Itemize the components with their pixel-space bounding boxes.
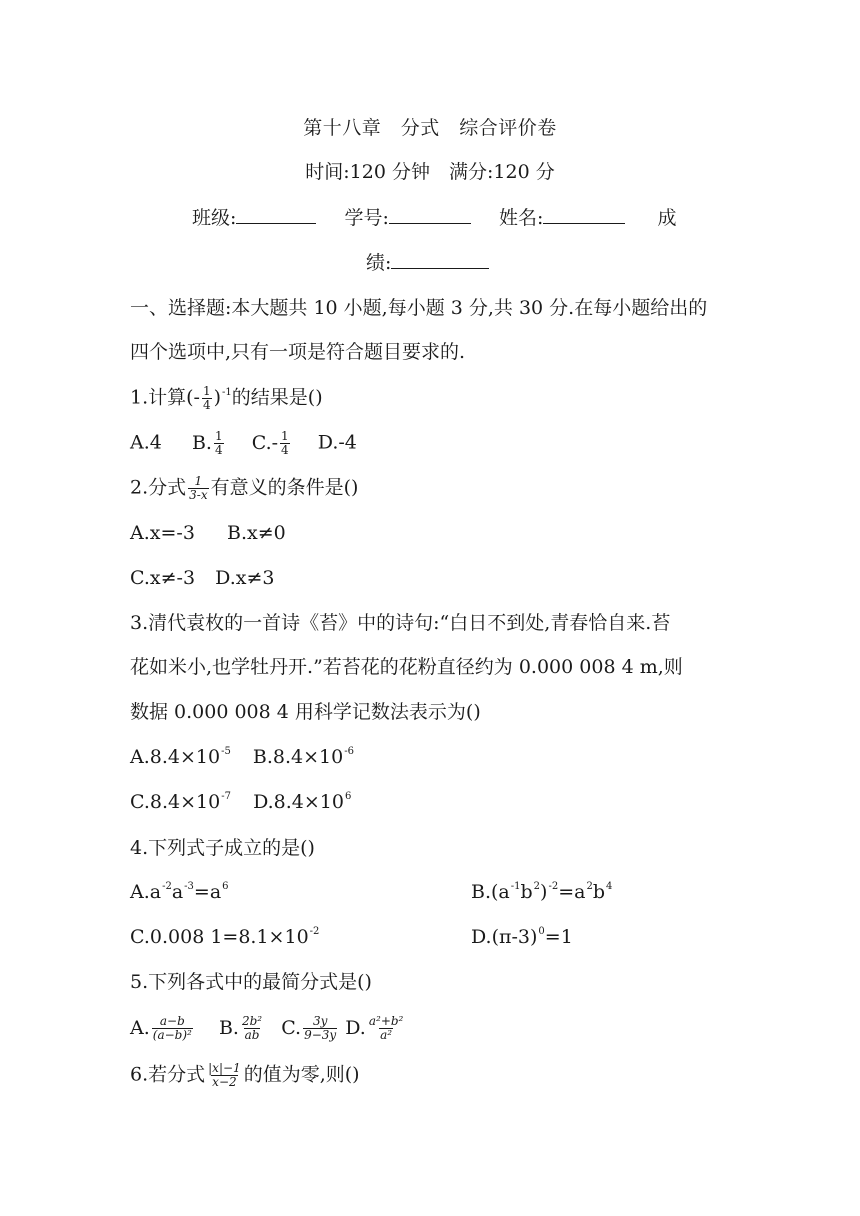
q4-a-part2: a — [171, 881, 184, 903]
page-title: 第十八章 分式 综合评价卷 — [303, 117, 557, 139]
name-blank[interactable] — [543, 205, 625, 224]
id-blank[interactable] — [389, 205, 471, 224]
q4-a-exp2: -3 — [184, 881, 194, 892]
q3-option-a-exp: -5 — [221, 746, 231, 757]
q3-option-a-base: A.8.4×10 — [130, 746, 221, 768]
q1-option-c[interactable] — [251, 429, 292, 457]
q4-b-exp2: 2 — [533, 881, 541, 892]
question-5-options — [130, 1015, 406, 1042]
q4-a-part1: A.a — [130, 881, 162, 903]
q5-d-den: a² — [380, 1028, 393, 1042]
q2-option-d[interactable]: D.x≠3 — [215, 567, 275, 589]
question-1 — [130, 385, 323, 414]
q4-d-exp1: 0 — [538, 926, 545, 937]
q5-a-fraction — [152, 1015, 193, 1042]
class-blank[interactable] — [236, 205, 316, 224]
q5-option-a[interactable] — [130, 1014, 195, 1042]
section-intro-line2: 四个选项中,只有一项是符合题目要求的. — [130, 341, 466, 363]
question-2-options-row1 — [130, 521, 286, 545]
q4-c-exp1: -2 — [309, 926, 320, 937]
question-2-options-row2 — [130, 566, 274, 590]
q4-b-part2: b — [520, 881, 533, 903]
name-label: 姓名: — [499, 207, 544, 229]
q1-prefix: 1.计算( — [130, 386, 194, 409]
q1-option-b-fraction — [214, 430, 224, 457]
q5-option-d[interactable] — [345, 1014, 406, 1042]
q5-b-den: ab — [244, 1028, 260, 1042]
question-3-line3: 数据 0.000 008 4 用科学记数法表示为() — [130, 701, 481, 723]
q1-minus: - — [193, 386, 200, 409]
q4-option-d[interactable] — [471, 925, 573, 953]
q4-b-part3: ) — [540, 881, 548, 903]
q3-option-d-base: D.8.4×10 — [253, 791, 344, 813]
q3-option-a[interactable] — [130, 746, 231, 768]
q4-b-exp4: 2 — [586, 881, 593, 892]
q1-option-b-label: B. — [191, 431, 212, 454]
q5-b-fraction — [241, 1015, 263, 1042]
q4-a-exp1: -2 — [162, 881, 172, 892]
q5-a-num: a−b — [159, 1014, 185, 1028]
section-intro-line1: 一、选择题:本大题共 10 小题,每小题 3 分,共 30 分.在每小题给出的 — [130, 297, 708, 319]
student-info-row — [192, 205, 677, 230]
q4-option-c[interactable] — [130, 926, 319, 948]
question-5: 5.下列各式中的最简分式是() — [130, 971, 372, 993]
q3-option-c-exp: -7 — [221, 791, 231, 802]
q4-b-exp5: 4 — [606, 881, 613, 892]
q2-prefix: 2.分式 — [130, 476, 187, 499]
q1-option-b-den: 4 — [214, 443, 223, 457]
q4-option-a[interactable] — [130, 881, 229, 903]
q2-frac-den: 3-x — [189, 488, 208, 502]
q5-a-den: (a−b)² — [152, 1028, 192, 1042]
q1-option-b[interactable] — [191, 429, 226, 457]
score-row — [366, 250, 489, 275]
q1-option-b-num: 1 — [214, 429, 223, 443]
q4-option-b[interactable] — [471, 880, 612, 908]
q6-frac-den: x−2 — [212, 1075, 237, 1089]
question-3-options-row1 — [130, 745, 354, 773]
q5-c-label: C. — [281, 1016, 302, 1039]
q3-option-c[interactable] — [130, 791, 231, 813]
q5-option-b[interactable] — [218, 1014, 265, 1042]
q1-frac-num: 1 — [202, 384, 211, 398]
question-6 — [130, 1062, 360, 1089]
id-label: 学号: — [344, 207, 389, 229]
q4-a-exp3: 6 — [222, 881, 229, 892]
q5-c-num: 3y — [312, 1014, 328, 1028]
q2-option-a[interactable]: A.x=-3 — [130, 522, 195, 544]
q4-b-exp1: -1 — [510, 881, 521, 892]
q4-a-part3: =a — [193, 881, 222, 903]
question-4-options-row1 — [130, 880, 613, 908]
q3-option-b-exp: -6 — [344, 746, 354, 757]
q5-d-fraction — [368, 1015, 405, 1042]
q1-option-c-num: 1 — [281, 429, 289, 443]
q1-suffix: 的结果是() — [231, 386, 323, 409]
q3-option-b-base: B.8.4×10 — [252, 746, 344, 768]
q3-option-b[interactable] — [253, 746, 354, 768]
q4-b-part1: B.(a — [471, 881, 510, 903]
q1-fraction — [202, 385, 212, 412]
q1-option-d[interactable]: D.-4 — [317, 431, 357, 454]
q1-exp: -1 — [222, 386, 232, 398]
score-label-part2: 绩: — [366, 252, 392, 274]
class-label: 班级: — [192, 207, 237, 229]
q5-a-label: A. — [130, 1016, 150, 1039]
q4-b-exp3: -2 — [548, 881, 559, 892]
q5-b-num: 2b² — [241, 1014, 263, 1028]
question-1-options — [130, 430, 357, 457]
q1-option-c-den: 4 — [281, 443, 289, 457]
question-2 — [130, 475, 358, 502]
q2-frac-num: 1 — [194, 474, 203, 488]
question-3-line2: 花如米小,也学牡丹开.”若苔花的花粉直径约为 0.000 008 4 m,则 — [130, 656, 683, 678]
q4-b-part5: b — [592, 881, 606, 903]
exam-time-info: 时间:120 分钟 满分:120 分 — [305, 161, 555, 183]
q1-option-c-label: C.- — [251, 431, 279, 454]
q5-d-num: a²+b² — [368, 1014, 404, 1028]
question-3-options-row2 — [130, 790, 351, 818]
q2-option-c[interactable]: C.x≠-3 — [130, 567, 196, 589]
q4-d-part2: =1 — [544, 926, 573, 948]
q2-fraction — [188, 475, 208, 502]
q3-option-d[interactable] — [253, 791, 351, 813]
q6-fraction — [207, 1062, 242, 1089]
q5-d-label: D. — [345, 1016, 366, 1039]
q4-c-part1: C.0.008 1=8.1×10 — [130, 926, 309, 948]
q5-option-c[interactable] — [281, 1014, 339, 1042]
q3-option-d-exp: 6 — [344, 791, 352, 802]
q4-b-part4: =a — [558, 881, 586, 903]
question-4: 4.下列式子成立的是() — [130, 837, 315, 859]
q1-frac-den: 4 — [202, 398, 211, 412]
q6-prefix: 6.若分式 — [130, 1063, 206, 1086]
q1-option-a[interactable]: A.4 — [130, 431, 162, 454]
score-label-part1: 成 — [657, 207, 677, 229]
score-blank[interactable] — [391, 250, 489, 269]
q1-option-c-fraction — [280, 430, 290, 457]
q6-suffix: 的值为零,则() — [243, 1063, 360, 1086]
q5-c-den: 9−3y — [304, 1028, 337, 1042]
q5-b-label: B. — [218, 1016, 239, 1039]
q2-suffix: 有意义的条件是() — [210, 476, 359, 499]
q6-frac-num: |x|−1 — [208, 1061, 241, 1075]
q3-option-c-base: C.8.4×10 — [130, 791, 221, 813]
q2-option-b[interactable]: B.x≠0 — [227, 522, 286, 544]
q4-d-part1: D.(π-3) — [471, 926, 538, 948]
q5-c-fraction — [303, 1015, 337, 1042]
q1-close: ) — [213, 386, 222, 409]
question-3-line1: 3.清代袁枚的一首诗《苔》中的诗句:“白日不到处,青春恰自来.苔 — [130, 612, 671, 634]
